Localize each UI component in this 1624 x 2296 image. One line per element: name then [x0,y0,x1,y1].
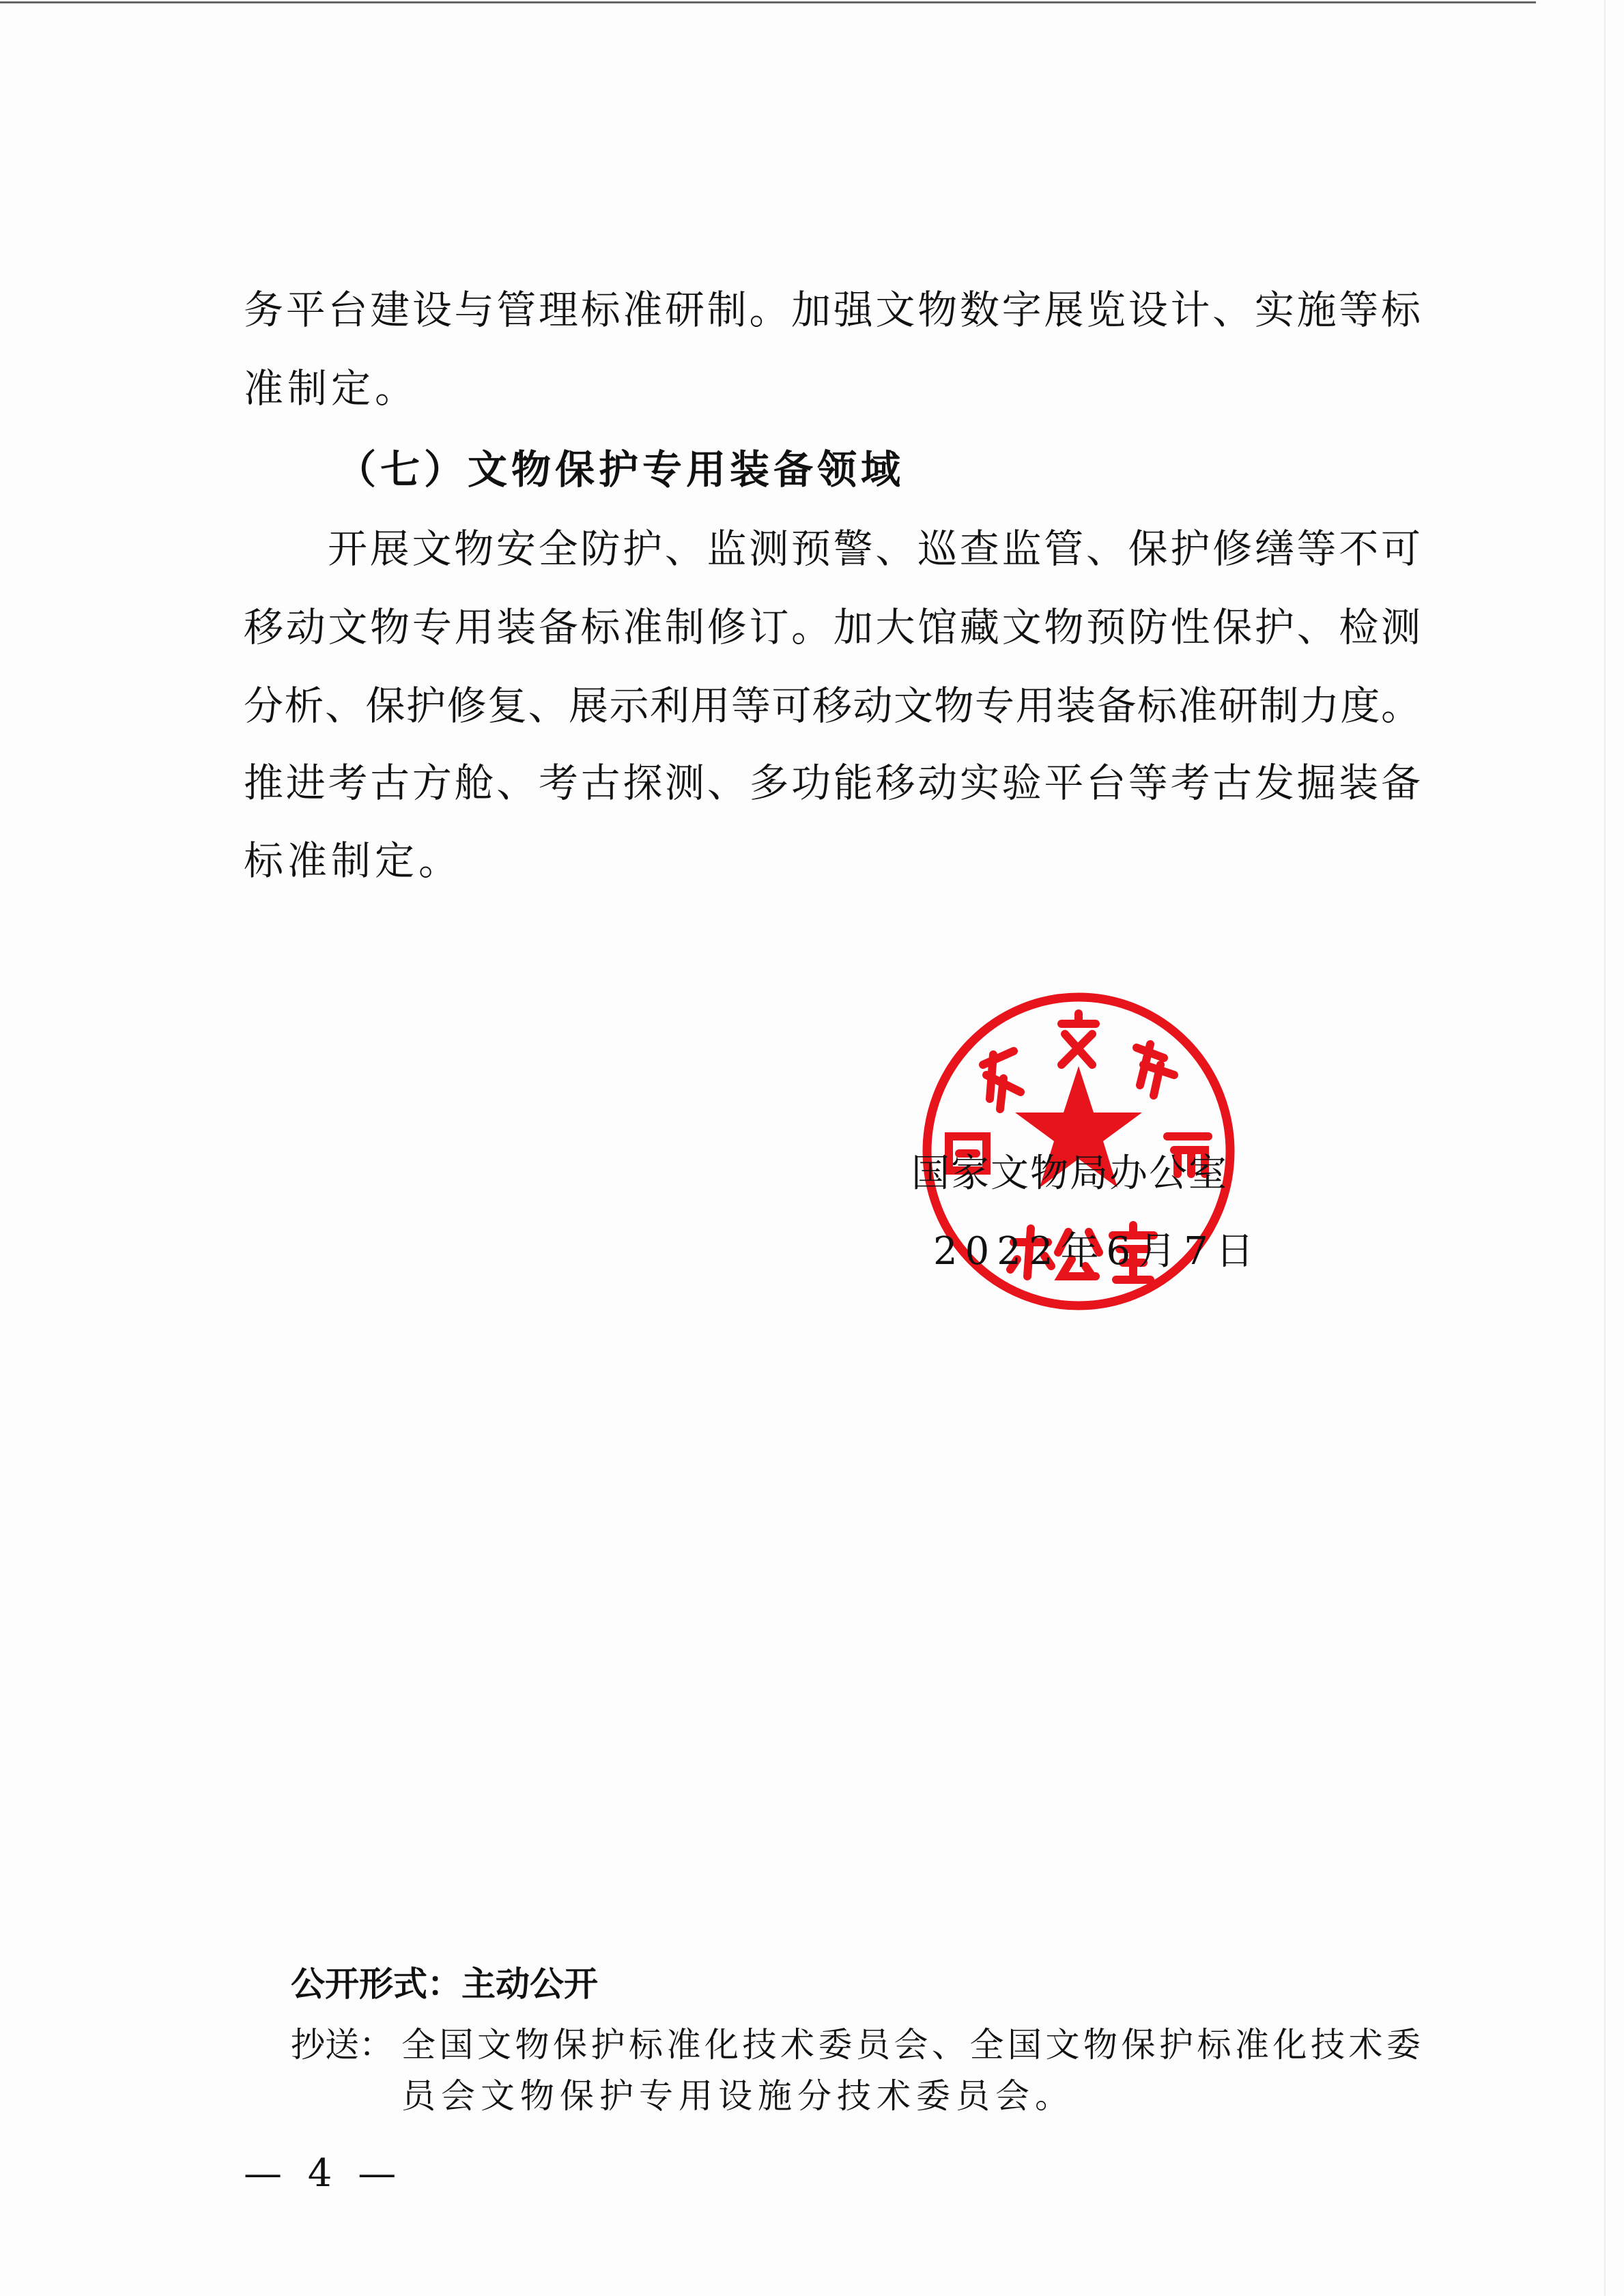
disclosure-type: 公开形式：主动公开 [291,1964,598,2004]
section-heading: （七）文物保护专用装备领域 [337,446,905,493]
body-line-5: 分析、保护修复、展示利用等可移动文物专用装备标准研制力度。 [244,683,1421,729]
body-line-4: 移动文物专用装备标准制修订。加大馆藏文物预防性保护、检测 [244,604,1421,650]
scan-right-edge [1604,0,1606,2296]
cc-recipients-line-1: 全国文物保护标准化技术委员会、全国文物保护标准化技术委 [401,2025,1421,2065]
page-number: — 4 — [244,2151,403,2196]
issuer-name: 国家文物局办公室 [911,1151,1228,1196]
body-line-7: 标准制定。 [244,837,463,884]
body-line-6: 推进考古方舱、考古探测、多功能移动实验平台等考古发掘装备 [244,760,1421,806]
body-line-2: 准制定。 [244,365,419,412]
body-line-3: 开展文物安全防护、监测预警、巡查监管、保护修缮等不可 [328,526,1421,572]
body-line-1: 务平台建设与管理标准研制。加强文物数字展览设计、实施等标 [244,287,1421,333]
cc-label: 抄送： [291,2025,393,2065]
issue-date: 2022年6月7日 [933,1229,1262,1274]
cc-recipients-line-2: 员会文物保护专用设施分技术委员会。 [401,2076,1074,2116]
scan-top-edge [0,1,1536,3]
